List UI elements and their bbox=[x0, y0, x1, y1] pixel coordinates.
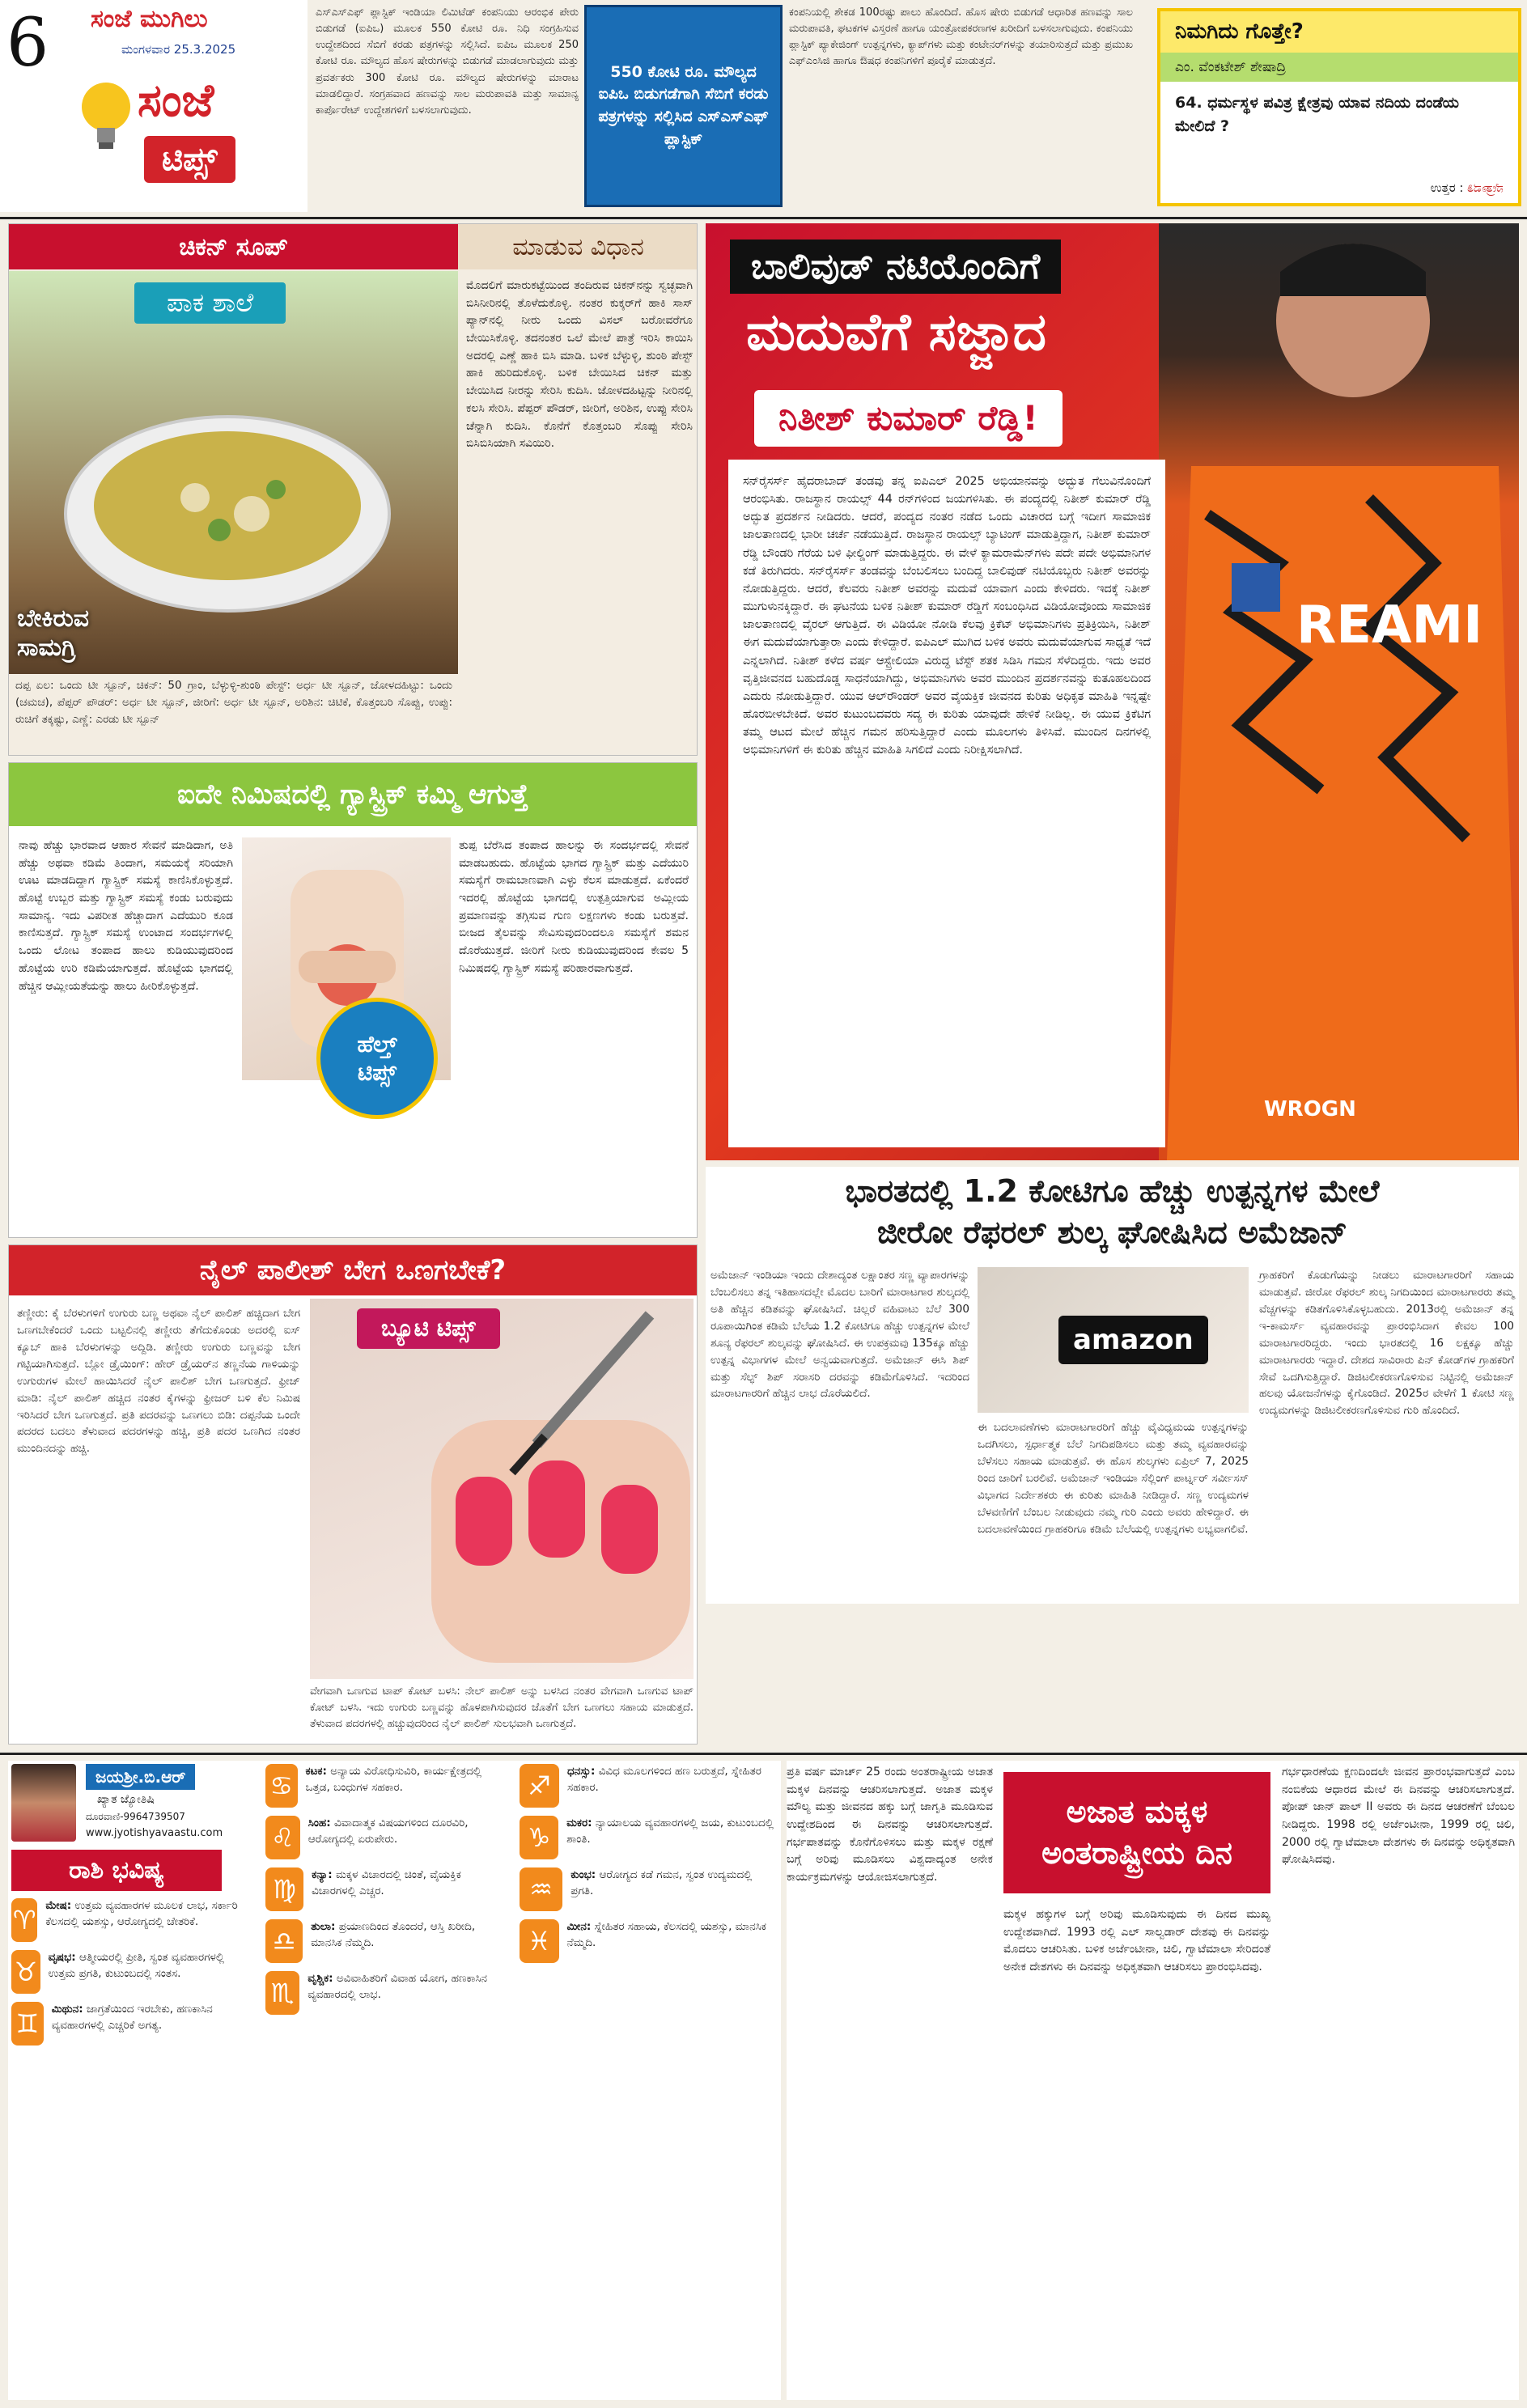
recipe-section bbox=[8, 223, 698, 756]
divider bbox=[0, 1753, 1527, 1755]
astrologer-phone: ದೂರವಾಣಿ-9964739507 bbox=[86, 1811, 185, 1822]
amazon-image bbox=[978, 1267, 1249, 1413]
astro-col-1 bbox=[11, 1898, 254, 2054]
bulb-icon bbox=[78, 76, 134, 154]
child-day-body-right: ಗರ್ಭಧಾರಣೆಯ ಕ್ಷಣದಿಂದಲೇ ಜೀವನ ಪ್ರಾರಂಭವಾಗುತ್ತದೆ ಎಂಬ ನಂಬಿಕೆಯ ಆಧಾರದ ಮೇಲೆ ಈ ದಿನವನ್ನು ಆಚರಿಸಲಾಗುತ್ತದೆ. ಪೋಪ್ ಜಾನ್ ಪಾಲ್ II ಅವರು ಈ ದಿನದ ಆಚರಣೆಗೆ ಬೆಂಬಲ ನೀಡಿದ್ದರು. 1998 ರಲ್ಲಿ ಅರ್ಜೆಂಟೀನಾ, 1999 ರಲ್ಲಿ ಚಿಲಿ, 2000 ರಲ್ಲಿ ಗ್ವಾಟೆಮಾಲಾ ದೇಶಗಳು ಈ ದಿನವನ್ನು ಅಧಿಕೃತವಾಗಿ ಘೋಷಿಸಿದವು. bbox=[1282, 1766, 1515, 1867]
sign-capricorn bbox=[520, 1816, 775, 1859]
cricket-headline-1: ಬಾಲಿವುಡ್ ನಟಿಯೊಂದಿಗೆ bbox=[730, 240, 1061, 294]
nail-headline: ನೈಲ್ ಪಾಲೀಶ್ ಬೇಗ ಒಣಗಬೇಕೆ? bbox=[9, 1245, 697, 1295]
sign-leo bbox=[265, 1816, 508, 1859]
amazon-headline-2: ಜೀರೋ ರೆಫರಲ್ ಶುಲ್ಕ ಘೋಷಿಸಿದ ಅಮೆಜಾನ್ bbox=[876, 1215, 1348, 1250]
health-badge bbox=[316, 998, 438, 1119]
astrologer-title: ಖ್ಯಾತ ಜ್ಯೋತಿಷಿ bbox=[97, 1793, 155, 1806]
top-news-headline-box bbox=[584, 5, 783, 207]
child-day-headline-1: ಅಜಾತ ಮಕ್ಕಳ bbox=[1066, 1794, 1208, 1829]
health-headline: ಐದೇ ನಿಮಿಷದಲ್ಲಿ ಗ್ಯಾಸ್ಟ್ರಿಕ್ ಕಮ್ಮಿ ಆಗುತ್ತೆ bbox=[9, 763, 697, 826]
child-day-headline-2: ಅಂತರಾಷ್ಟ್ರೀಯ ದಿನ bbox=[1041, 1835, 1232, 1871]
amazon-section bbox=[706, 1167, 1519, 1604]
quiz-question: 64. ಧರ್ಮಸ್ಥಳ ಪವಿತ್ರ ಕ್ಷೇತ್ರವು ಯಾವ ನದಿಯ ದಂಡೆಯ ಮೇಲಿದೆ ? bbox=[1175, 94, 1459, 136]
astrologer-website: www.jyotishyavaastu.com bbox=[86, 1827, 223, 1839]
amazon-logo: amazon bbox=[1058, 1316, 1208, 1364]
sign-text: ವಿವಿಧ ಮೂಲಗಳಿಂದ ಹಣ ಬರುತ್ತದೆ, ಸ್ನೇಹಿತರ ಸಹಕಾರ. bbox=[567, 1765, 761, 1794]
divider bbox=[0, 217, 1527, 219]
sign-aquarius bbox=[520, 1867, 775, 1911]
sign-name: ಮೀನ: bbox=[566, 1920, 592, 1933]
amazon-headline-1: ಭಾರತದಲ್ಲಿ 1.2 ಕೋಟಿಗೂ ಹೆಚ್ಚು ಉತ್ಪನ್ನಗಳ ಮೇಲೆ bbox=[845, 1173, 1380, 1209]
nail-image bbox=[310, 1299, 694, 1679]
scorpio-icon: ♏ bbox=[265, 1971, 299, 2015]
recipe-section-label-overlay: ಪಾಕ ಶಾಲೆ bbox=[134, 282, 286, 324]
sign-text: ನ್ಯಾಯಾಲಯ ವ್ಯವಹಾರಗಳಲ್ಲಿ ಜಯ, ಕುಟುಂಬದಲ್ಲಿ ಶಾಂತಿ. bbox=[566, 1817, 774, 1846]
sign-virgo bbox=[265, 1867, 508, 1911]
beauty-badge: ಬ್ಯೂಟಿ ಟಿಪ್ಸ್ bbox=[357, 1308, 500, 1349]
quiz-title: ನಿಮಗಿದು ಗೊತ್ತೇ? bbox=[1160, 11, 1518, 53]
aquarius-icon: ♒ bbox=[520, 1867, 562, 1911]
sign-name: ಸಿಂಹ: bbox=[308, 1817, 331, 1829]
gemini-icon: ♊ bbox=[11, 2002, 44, 2046]
cricket-name-banner: ನಿತೀಶ್ ಕುಮಾರ್ ರೆಡ್ಡಿ! bbox=[754, 390, 1063, 447]
child-day-headline-box bbox=[1003, 1772, 1270, 1893]
pisces-icon: ♓ bbox=[520, 1919, 559, 1963]
astrologer-name: ಜಯಶ್ರೀ.ಬಿ.ಆರ್ bbox=[86, 1764, 195, 1790]
astro-col-3 bbox=[520, 1764, 775, 1971]
sign-text: ಆತ್ಮೀಯರಲ್ಲಿ ಪ್ರೀತಿ, ಸ್ವಂತ ವ್ಯವಹಾರಗಳಲ್ಲಿ ಉತ್ತಮ ಪ್ರಗತಿ, ಕುಟುಂಬದಲ್ಲಿ ಸಂತಸ. bbox=[48, 1951, 225, 1980]
child-day-section bbox=[787, 1761, 1519, 2400]
ingredients-label: ಬೇಕಿರುವ ಸಾಮಗ್ರಿ bbox=[17, 604, 90, 662]
sign-aries bbox=[11, 1898, 254, 1942]
nail-section bbox=[8, 1244, 698, 1745]
sign-libra bbox=[265, 1919, 508, 1963]
child-day-body-mid: ಮಕ್ಕಳ ಹಕ್ಕುಗಳ ಬಗ್ಗೆ ಅರಿವು ಮೂಡಿಸುವುದು ಈ ದಿನದ ಮುಖ್ಯ ಉದ್ದೇಶವಾಗಿದೆ. 1993 ರಲ್ಲಿ ಎಲ್ ಸಾಲ್ವಡಾರ್ ದೇಶವು ಈ ದಿನವನ್ನು ಮೊದಲು ಆಚರಿಸಿತು. ಬಳಿಕ ಅರ್ಜೆಂಟೀನಾ, ಚಿಲಿ, ಗ್ವಾಟೆಮಾಲಾ ಸೇರಿದಂತೆ ಅನೇಕ ದೇಶಗಳು ಈ ದಿನವನ್ನು ಅಧಿಕೃತವಾಗಿ ಆಚರಿಸಲು ಪ್ರಾರಂಭಿಸಿದವು. bbox=[1003, 1908, 1270, 1974]
libra-icon: ♎ bbox=[265, 1919, 303, 1963]
capricorn-icon: ♑ bbox=[520, 1816, 558, 1859]
quiz-answer-row bbox=[1431, 180, 1504, 195]
virgo-icon: ♍ bbox=[265, 1867, 303, 1911]
jersey-logo: WROGN bbox=[1264, 1097, 1356, 1121]
aries-icon: ♈ bbox=[11, 1898, 37, 1942]
sign-text: ಆರೋಗ್ಯದ ಕಡೆ ಗಮನ, ಸ್ವಂತ ಉದ್ಯಮದಲ್ಲಿ ಪ್ರಗತಿ. bbox=[571, 1868, 753, 1897]
tips-badge: ಟಿಪ್ಸ್ bbox=[144, 136, 235, 183]
sign-taurus bbox=[11, 1950, 254, 1994]
brand-name: ಸಂಜೆ ಮುಗಿಲು bbox=[91, 5, 208, 33]
sign-name: ಕಟಕ: bbox=[305, 1765, 327, 1778]
tips-title: ಸಂಜೆ bbox=[138, 74, 214, 127]
child-day-body-left: ಪ್ರತಿ ವರ್ಷ ಮಾರ್ಚ್ 25 ರಂದು ಅಂತರಾಷ್ಟ್ರೀಯ ಅಜಾತ ಮಕ್ಕಳ ದಿನವನ್ನು ಆಚರಿಸಲಾಗುತ್ತದೆ. ಅಜಾತ ಮಕ್ಕಳ ಮೌಲ್ಯ ಮತ್ತು ಜೀವನದ ಹಕ್ಕು ಬಗ್ಗೆ ಜಾಗೃತಿ ಮೂಡಿಸುವ ಉದ್ದೇಶದಿಂದ ಈ ದಿನವನ್ನು ಆಚರಿಸಲಾಗುತ್ತದೆ. ಗರ್ಭಪಾತವನ್ನು ಕೊನೆಗೊಳಿಸಲು ಮತ್ತು ಮಕ್ಕಳ ರಕ್ಷಣೆ ಬಗ್ಗೆ ಅರಿವು ಮೂಡಿಸಲು ವಿಶ್ವದಾದ್ಯಂತ ಅನೇಕ ಕಾರ್ಯಕ್ರಮಗಳನ್ನು ಆಯೋಜಿಸಲಾಗುತ್ತದೆ. bbox=[787, 1766, 993, 1884]
health-badge-bottom: ಟಿಪ್ಸ್ bbox=[358, 1059, 397, 1086]
sign-text: ಪ್ರಯಾಣದಿಂದ ತೊಂದರೆ, ಆಸ್ತಿ ಖರೀದಿ, ಮಾನಸಿಕ ನೆಮ್ಮದಿ. bbox=[311, 1920, 476, 1949]
quiz-box bbox=[1157, 8, 1521, 206]
quiz-answer: ನೇತ್ರಾವತಿ bbox=[1467, 180, 1504, 195]
leo-icon: ♌ bbox=[265, 1816, 300, 1859]
sign-text: ಜಾಗ್ರತೆಯಿಂದ ಇರಬೇಕು, ಹಣಕಾಸಿನ ವ್ಯವಹಾರಗಳಲ್ಲಿ ಎಚ್ಚರಿಕೆ ಅಗತ್ಯ. bbox=[51, 2003, 213, 2032]
recipe-method: ಮೊದಲಿಗೆ ಮಾರುಕಟ್ಟೆಯಿಂದ ತಂದಿರುವ ಚಿಕನ್‌ನನ್ನು ಸ್ವಚ್ಛವಾಗಿ ಬಿಸಿನೀರಿನಲ್ಲಿ ತೊಳೆದುಕೊಳ್ಳಿ. ನಂತರ ಕುಕ್ಕರ್‌ಗೆ ಹಾಕಿ ಸಾಸ್ ಪ್ಯಾನ್‌ನಲ್ಲಿ ನೀರು ಒಂದು ವಿಸಲ್ ಬರೋವರೆಗೂ ಬೇಯಿಸಿಕೊಳ್ಳಿ. ತದನಂತರ ಒಲೆ ಮೇಲೆ ಪಾತ್ರೆ ಇರಿಸಿ ಕಾಯಿಸಿ ಅದರಲ್ಲಿ ಎಣ್ಣೆ ಹಾಕಿ ಬಿಸಿ ಮಾಡಿ. ಬಳಿಕ ಬೆಳ್ಳುಳ್ಳಿ, ಶುಂಠಿ ಪೇಸ್ಟ್ ಹಾಕಿ ಹುರಿದುಕೊಳ್ಳಿ. ಬಳಿಕ ಬೇಯಿಸಿದ ಚಿಕನ್ ಮತ್ತು ಬೇಯಿಸಿದ ನೀರನ್ನು ಸೇರಿಸಿ ಕುದಿಸಿ. ಜೋಳದಹಿಟ್ಟನ್ನು ನೀರಿನಲ್ಲಿ ಕಲಸಿ ಸೇರಿಸಿ. ಪೆಪ್ಪರ್ ಪೌಡರ್, ಜೀರಿಗೆ, ಅರಿಶಿನ, ಉಪ್ಪು ಸೇರಿಸಿ ಚೆನ್ನಾಗಿ ಕುದಿಸಿ. ಕೊನೆಗೆ ಕೊತ್ತಂಬರಿ ಸೊಪ್ಪು ಸೇರಿಸಿ ಬಿಸಿಬಿಸಿಯಾಗಿ ಸವಿಯಿರಿ. bbox=[466, 279, 693, 451]
sign-text: ಸ್ನೇಹಿತರ ಸಹಾಯ, ಕೆಲಸದಲ್ಲಿ ಯಶಸ್ಸು, ಮಾನಸಿಕ ನೆಮ್ಮದಿ. bbox=[566, 1920, 767, 1949]
sign-name: ವೃಷಭ: bbox=[48, 1951, 76, 1964]
amazon-body-mid: ಈ ಬದಲಾವಣೆಗಳು ಮಾರಾಟಗಾರರಿಗೆ ಹೆಚ್ಚು ವೈವಿಧ್ಯಮಯ ಉತ್ಪನ್ನಗಳನ್ನು ಒದಗಿಸಲು, ಸ್ಪರ್ಧಾತ್ಮಕ ಬೆಲೆ ನಿಗದಿಪಡಿಸಲು ಮತ್ತು ತಮ್ಮ ವ್ಯವಹಾರವನ್ನು ಬೆಳೆಸಲು ಸಹಾಯ ಮಾಡುತ್ತವೆ. ಈ ಹೊಸ ಶುಲ್ಕಗಳು ಏಪ್ರಿಲ್ 7, 2025 ರಿಂದ ಜಾರಿಗೆ ಬರಲಿವೆ. ಅಮೆಜಾನ್ ಇಂಡಿಯಾ ಸೆಲ್ಲಿಂಗ್ ಪಾರ್ಟ್ನರ್ ಸರ್ವೀಸಸ್ ವಿಭಾಗದ ನಿರ್ದೇಶಕರು ಈ ಕುರಿತು ಮಾಹಿತಿ ನೀಡಿದ್ದಾರೆ. ಸಣ್ಣ ಉದ್ಯಮಗಳ ಬೆಳವಣಿಗೆಗೆ ಬೆಂಬಲ ನೀಡುವುದು ನಮ್ಮ ಗುರಿ ಎಂದು ಅವರು ಹೇಳಿದ್ದಾರೆ. ಈ ಬದಲಾವಣೆಯಿಂದ ಗ್ರಾಹಕರಿಗೂ ಕಡಿಮೆ ಬೆಲೆಯಲ್ಲಿ ಉತ್ಪನ್ನಗಳು ಲಭ್ಯವಾಗಲಿವೆ. bbox=[978, 1421, 1249, 1536]
masthead bbox=[0, 0, 308, 212]
sign-name: ವೃಶ್ಚಿಕ: bbox=[308, 1972, 333, 1985]
health-body-left: ನಾವು ಹೆಚ್ಚು ಭಾರವಾದ ಆಹಾರ ಸೇವನೆ ಮಾಡಿದಾಗ, ಅತಿ ಹೆಚ್ಚು ಅಥವಾ ಕಡಿಮೆ ತಿಂದಾಗ, ಸಮಯಕ್ಕೆ ಸರಿಯಾಗಿ ಊಟ ಮಾಡದಿದ್ದಾಗ ಗ್ಯಾಸ್ಟ್ರಿಕ್ ಸಮಸ್ಯೆ ಕಾಣಿಸಿಕೊಳ್ಳುತ್ತದೆ. ಹೊಟ್ಟೆ ಉಬ್ಬರ ಮತ್ತು ಗ್ಯಾಸ್ಟ್ರಿಕ್ ಸಮಸ್ಯೆ ಕಂಡು ಬರುವುದು ಸಾಮಾನ್ಯ. ಇದು ವಿಪರೀತ ಹೆಚ್ಚಾದಾಗ ಎದೆಯುರಿ ಕೂಡ ಕಾಣಿಸುತ್ತದೆ. ಗ್ಯಾಸ್ಟ್ರಿಕ್ ಸಮಸ್ಯೆ ಉಂಟಾದ ಸಂದರ್ಭಗಳಲ್ಲಿ ಒಂದು ಲೋಟ ತಂಪಾದ ಹಾಲು ಕುಡಿಯುವುದರಿಂದ ಹೊಟ್ಟೆಯ ಉರಿ ಕಡಿಮೆಯಾಗುತ್ತದೆ. ಹೊಟ್ಟೆಯ ಭಾಗದಲ್ಲಿ ಹೆಚ್ಚಿನ ಆಮ್ಲೀಯತೆಯನ್ನು ಹಾಲು ಹೀರಿಕೊಳ್ಳುತ್ತದೆ. bbox=[19, 839, 233, 993]
sign-text: ವಿವಾದಾತ್ಮಕ ವಿಷಯಗಳಿಂದ ದೂರವಿರಿ, ಆರೋಗ್ಯದಲ್ಲಿ ಏರುಪೇರು. bbox=[308, 1817, 469, 1846]
sign-text: ಅವಿವಾಹಿತರಿಗೆ ವಿವಾಹ ಯೋಗ, ಹಣಕಾಸಿನ ವ್ಯವಹಾರದಲ್ಲಿ ಲಾಭ. bbox=[308, 1972, 488, 2001]
sign-pisces bbox=[520, 1919, 775, 1963]
sign-text: ಮಕ್ಕಳ ವಿಚಾರದಲ್ಲಿ ಚಿಂತೆ, ವೈಯಕ್ತಿಕ ವಿಚಾರಗಳಲ್ಲಿ ಎಚ್ಚರ. bbox=[312, 1868, 461, 1897]
sagittarius-icon: ♐ bbox=[520, 1764, 559, 1808]
sign-scorpio bbox=[265, 1971, 508, 2015]
health-body-right: ತುಪ್ಪ ಬೆರೆಸಿದ ತಂಪಾದ ಹಾಲನ್ನು ಈ ಸಂದರ್ಭದಲ್ಲಿ ಸೇವನೆ ಮಾಡಬಹುದು. ಹೊಟ್ಟೆಯ ಭಾಗದ ಗ್ಯಾಸ್ಟ್ರಿಕ್ ಮತ್ತು ಎದೆಯುರಿ ಸಮಸ್ಯೆಗೆ ರಾಮಬಾಣವಾಗಿ ಎಳ್ಳು ಕೆಲಸ ಮಾಡುತ್ತದೆ. ಏಕೆಂದರೆ ಇದರಲ್ಲಿ ಹೊಟ್ಟೆಯ ಭಾಗದಲ್ಲಿ ಉತ್ಪತ್ತಿಯಾಗುವ ಅಮ್ಲೀಯ ಪ್ರಮಾಣವನ್ನು ತಗ್ಗಿಸುವ ಗುಣ ಲಕ್ಷಣಗಳು ಕಂಡು ಬರುತ್ತವೆ. ಬೀಜದ ತೈಲವನ್ನು ಸೇವಿಸುವುದರಿಂದಲೂ ಸಮಸ್ಯೆಗೆ ಶಮನ ದೊರೆಯುತ್ತದೆ. ಜೀರಿಗೆ ನೀರು ಕುಡಿಯುವುದರಿಂದ ಕೇವಲ 5 ನಿಮಿಷದಲ್ಲಿ ಗ್ಯಾಸ್ಟ್ರಿಕ್ ಸಮಸ್ಯೆ ಪರಿಹಾರವಾಗುತ್ತದೆ. bbox=[459, 839, 689, 975]
top-news-col-right: ಕಂಪನಿಯಲ್ಲಿ ಶೇಕಡ 100ರಷ್ಟು ಪಾಲು ಹೊಂದಿದೆ. ಹೊಸ ಷೇರು ಬಿಡುಗಡೆ ಆಧಾರಿತ ಹಣವನ್ನು ಸಾಲ ಮರುಪಾವತಿ, ಘಟಕಗಳ ವಿಸ್ತರಣೆ ಹಾಗೂ ಯಂತ್ರೋಪಕರಣಗಳ ಖರೀದಿಗೆ ಬಳಸಲಾಗುವುದು. ಕಂಪನಿಯು ಪ್ಲಾಸ್ಟಿಕ್ ಪ್ಯಾಕೇಜಿಂಗ್ ಉತ್ಪನ್ನಗಳು, ಕ್ಯಾಪ್‌ಗಳು ಮತ್ತು ಕಂಟೇನರ್‌ಗಳನ್ನು ತಯಾರಿಸುತ್ತದೆ ಮತ್ತು ಪ್ರಮುಖ ಎಫ್‌ಎಂಸಿಜಿ ಹಾಗೂ ಔಷಧ ಕಂಪನಿಗಳಿಗೆ ಪೂರೈಕೆ ಮಾಡುತ್ತದೆ. bbox=[789, 6, 1133, 68]
recipe-method-label: ಮಾಡುವ ವಿಧಾನ bbox=[458, 224, 698, 269]
sign-name: ಮೇಷ: bbox=[45, 1899, 72, 1912]
health-section bbox=[8, 762, 698, 1238]
recipe-dish-title: ಚಿಕನ್ ಸೂಪ್ bbox=[9, 224, 458, 269]
jersey-text: REAMI bbox=[1296, 596, 1483, 655]
sign-name: ಧನಸ್ಸು: bbox=[567, 1765, 596, 1778]
top-news bbox=[316, 5, 1133, 207]
cricket-section bbox=[706, 223, 1519, 1160]
quiz-answer-label: ಉತ್ತರ : bbox=[1430, 180, 1464, 195]
amazon-body-left: ಅಮೆಜಾನ್ ಇಂಡಿಯಾ ಇಂದು ದೇಶಾದ್ಯಂತ ಲಕ್ಷಾಂತರ ಸಣ್ಣ ವ್ಯಾಪಾರಗಳನ್ನು ಬೆಂಬಲಿಸಲು ತನ್ನ ಇತಿಹಾಸದಲ್ಲೇ ಮೊದಲ ಬಾರಿಗೆ ಮಾರಾಟಗಾರ ಶುಲ್ಕದಲ್ಲಿ ಅತಿ ಹೆಚ್ಚಿನ ಕಡಿತವನ್ನು ಘೋಷಿಸಿದೆ. ಚಿಲ್ಲರೆ ವಹಿವಾಟು ಬೆಲೆ 300 ರೂಪಾಯಿಗಿಂತ ಕಡಿಮೆ ಬೆಲೆಯ 1.2 ಕೋಟಿಗೂ ಹೆಚ್ಚು ಉತ್ಪನ್ನಗಳ ಮೇಲೆ ಶೂನ್ಯ ರೆಫರಲ್ ಶುಲ್ಕವನ್ನು ಘೋಷಿಸಿದೆ. ಈ ಉಪಕ್ರಮವು 135ಕ್ಕೂ ಹೆಚ್ಚು ಉತ್ಪನ್ನ ವಿಭಾಗಗಳ ಮೇಲೆ ಅನ್ವಯವಾಗುತ್ತದೆ. ಅಮೆಜಾನ್ ಈಸಿ ಶಿಪ್ ಮತ್ತು ಸೆಲ್ಫ್ ಶಿಪ್ ಸರಾಸರಿ ದರವನ್ನು ಕಡಿಮೆಗೊಳಿಸಿದೆ. ಇದರಿಂದ ಮಾರಾಟಗಾರರಿಗೆ ಹೆಚ್ಚಿನ ಲಾಭ ದೊರೆಯಲಿದೆ. bbox=[710, 1269, 969, 1401]
recipe-ingredients: ದಪ್ಪ ಏಲ: ಒಂದು ಟೀ ಸ್ಪೂನ್, ಚಿಕನ್: 50 ಗ್ರಾಂ, ಬೆಳ್ಳುಳ್ಳಿ-ಶುಂಠಿ ಪೇಸ್ಟ್: ಅರ್ಧ ಟೀ ಸ್ಪೂನ್, ಜೋಳದಹಿಟ್ಟು: ಒಂದು (ಚಮಚ), ಪೆಪ್ಪರ್ ಪೌಡರ್: ಅರ್ಧ ಟೀ ಸ್ಪೂನ್, ಜೀರಿಗೆ: ಅರ್ಧ ಟೀ ಸ್ಪೂನ್, ಅರಿಶಿನ: ಚಿಟಿಕೆ, ಕೊತ್ತಂಬರಿ ಸೊಪ್ಪು, ಉಪ್ಪು: ರುಚಿಗೆ ತಕ್ಕಷ್ಟು, ಎಣ್ಣೆ: ಎರಡು ಟೀ ಸ್ಪೂನ್ bbox=[15, 679, 452, 726]
astro-section-title: ರಾಶಿ ಭವಿಷ್ಯ bbox=[11, 1850, 222, 1891]
cricket-headline-2: ಮದುವೆಗೆ ಸಜ್ಜಾದ bbox=[746, 303, 1046, 362]
astro-section bbox=[8, 1761, 781, 2400]
sign-name: ತುಲಾ: bbox=[311, 1920, 336, 1933]
quiz-author: ಎಂ. ವೆಂಕಟೇಶ್ ಶೇಷಾದ್ರಿ bbox=[1160, 53, 1518, 82]
sign-text: ಅನ್ಯಾಯ ವಿರೋಧಿಸುವಿರಿ, ಕಾರ್ಯಕ್ಷೇತ್ರದಲ್ಲಿ ಒತ್ತಡ, ಬಂಧುಗಳ ಸಹಕಾರ. bbox=[305, 1765, 482, 1794]
nail-body: ತಣ್ಣೀರು: ಕೈ ಬೆರಳುಗಳಿಗೆ ಉಗುರು ಬಣ್ಣ ಅಥವಾ ನೈಲ್ ಪಾಲಿಶ್ ಹಚ್ಚಿದಾಗ ಬೇಗ ಒಣಗಬೇಕೆಂದರೆ ಒಂದು ಬಟ್ಟಲಿನಲ್ಲಿ ತಣ್ಣೀರು ತೆಗೆದುಕೊಂಡು ಅದರಲ್ಲಿ ಐಸ್ ಕ್ಯೂಬ್ ಹಾಕಿ ಬೆರಳುಗಳನ್ನು ಅದ್ದಿಡಿ. ತಣ್ಣೀರು ಉಗುರು ಬಣ್ಣವನ್ನು ಬೇಗ ಗಟ್ಟಿಯಾಗಿಸುತ್ತದೆ. ಬ್ಲೋ ಡ್ರೈಯಿಂಗ್: ಹೇರ್ ಡ್ರೈಯರ್‌ನ ತಣ್ಣನೆಯ ಗಾಳಿಯನ್ನು ಉಗುರುಗಳ ಮೇಲೆ ಹಾಯಿಸಿದರೆ ನೈಲ್ ಪಾಲಿಶ್ ಬೇಗ ಒಣಗುತ್ತದೆ. ಫ್ರೀಜ್ ಮಾಡಿ: ನೈಲ್ ಪಾಲಿಶ್ ಹಚ್ಚಿದ ನಂತರ ಕೈಗಳನ್ನು ಫ್ರೀಜರ್ ಬಳಿ ಕೆಲ ನಿಮಿಷ ಇರಿಸಿದರೆ ಬೇಗ ಒಣಗುತ್ತದೆ. ಪ್ರತಿ ಪದರವನ್ನು ಒಣಗಲು ಬಿಡಿ: ದಪ್ಪನೆಯ ಒಂದೇ ಪದರದ ಬದಲು ತೆಳುವಾದ ಪದರಗಳನ್ನು ಹಚ್ಚಿ, ಪ್ರತಿ ಪದರ ಒಣಗಿದ ನಂತರ ಮುಂದಿನದನ್ನು ಹಚ್ಚಿ. bbox=[17, 1307, 300, 1456]
health-badge-top: ಹೆಲ್ತ್ bbox=[357, 1031, 397, 1058]
issue-date: ಮಂಗಳವಾರ 25.3.2025 bbox=[121, 42, 236, 57]
astrologer-avatar bbox=[11, 1764, 76, 1842]
sign-text: ಉತ್ತಮ ವ್ಯವಹಾರಗಳ ಮೂಲಕ ಲಾಭ, ಸರ್ಕಾರಿ ಕೆಲಸದಲ್ಲಿ ಯಶಸ್ಸು, ಆರೋಗ್ಯದಲ್ಲಿ ಚೇತರಿಕೆ. bbox=[45, 1899, 238, 1928]
sign-name: ಕುಂಭ: bbox=[571, 1868, 596, 1881]
sign-gemini bbox=[11, 2002, 254, 2046]
cancer-icon: ♋ bbox=[265, 1764, 298, 1808]
sign-sagittarius bbox=[520, 1764, 775, 1808]
sign-name: ಮಕರ: bbox=[566, 1817, 592, 1829]
nail-caption: ವೇಗವಾಗಿ ಒಣಗುವ ಟಾಪ್ ಕೋಟ್ ಬಳಸಿ: ನೇಲ್ ಪಾಲಿಶ್ ಅನ್ನು ಬಳಸಿದ ನಂತರ ವೇಗವಾಗಿ ಒಣಗುವ ಟಾಪ್ ಕೋಟ್ ಬಳಸಿ. ಇದು ಉಗುರು ಬಣ್ಣವನ್ನು ಹೊಳಪಾಗಿಸುವುದರ ಜೊತೆಗೆ ಬೇಗ ಒಣಗಲು ಸಹಾಯ ಮಾಡುತ್ತದೆ. ತೆಳುವಾದ ಪದರಗಳಲ್ಲಿ ಹಚ್ಚುವುದರಿಂದ ನೈಲ್ ಪಾಲಿಶ್ ಸುಲಭವಾಗಿ ಒಣಗುತ್ತದೆ. bbox=[310, 1685, 694, 1731]
player-photo bbox=[1159, 223, 1519, 1160]
astro-col-2 bbox=[265, 1764, 508, 2023]
sign-cancer bbox=[265, 1764, 508, 1808]
top-news-headline: 550 ಕೋಟಿ ರೂ. ಮೌಲ್ಯದ ಐಪಿಒ ಬಿಡುಗಡೆಗಾಗಿ ಸೆಬಿಗೆ ಕರಡು ಪತ್ರಗಳನ್ನು ಸಲ್ಲಿಸಿದ ಎಸ್‌ಎಸ್‌ಎಫ್ ಪ್ಲಾಸ್ಟಿಕ್ bbox=[598, 62, 769, 148]
amazon-body-right: ಗ್ರಾಹಕರಿಗೆ ಕೊಡುಗೆಯನ್ನು ನೀಡಲು ಮಾರಾಟಗಾರರಿಗೆ ಸಹಾಯ ಮಾಡುತ್ತವೆ. ಜೀರೋ ರೆಫರಲ್ ಶುಲ್ಕ ನಿಗದಿಯಿಂದ ಮಾರಾಟಗಾರರು ತಮ್ಮ ವೆಚ್ಚಗಳನ್ನು ಕಡಿತಗೊಳಿಸಿಕೊಳ್ಳಬಹುದು. 2013ರಲ್ಲಿ ಅಮೆಜಾನ್ ತನ್ನ ಇ-ಕಾಮರ್ಸ್ ವ್ಯವಹಾರವನ್ನು ಪ್ರಾರಂಭಿಸಿದಾಗ ಕೇವಲ 100 ಮಾರಾಟಗಾರರಿದ್ದರು. ಇಂದು ಭಾರತದಲ್ಲಿ 16 ಲಕ್ಷಕ್ಕೂ ಹೆಚ್ಚು ಮಾರಾಟಗಾರರು ಇದ್ದಾರೆ. ದೇಶದ ಸಾವಿರಾರು ಪಿನ್ ಕೋಡ್‌ಗಳ ಗ್ರಾಹಕರಿಗೆ ಸೇವೆ ಒದಗಿಸುತ್ತಿದ್ದಾರೆ. ಡಿಜಿಟಲೀಕರಣಗೊಳಿಸುವ ನಿಟ್ಟಿನಲ್ಲಿ ಅಮೆಜಾನ್ ಹಲವು ಯೋಜನೆಗಳನ್ನು ಕೈಗೊಂಡಿದೆ. 2025ರ ವೇಳೆಗೆ 1 ಕೋಟಿ ಸಣ್ಣ ಉದ್ಯಮಗಳನ್ನು ಡಿಜಿಟಲೀಕರಣಗೊಳಿಸುವ ಗುರಿ ಹೊಂದಿದೆ. bbox=[1259, 1269, 1514, 1418]
sign-name: ಕನ್ಯಾ: bbox=[312, 1868, 333, 1881]
taurus-icon: ♉ bbox=[11, 1950, 40, 1994]
sign-name: ಮಿಥುನ: bbox=[51, 2003, 83, 2016]
cricket-body: ಸನ್‌ರೈಸರ್ಸ್ ಹೈದರಾಬಾದ್ ತಂಡವು ತನ್ನ ಐಪಿಎಲ್ 2025 ಅಭಿಯಾನವನ್ನು ಅದ್ಭುತ ಗೆಲುವಿನೊಂದಿಗೆ ಆರಂಭಿಸಿತು. ರಾಜಸ್ಥಾನ ರಾಯಲ್ಸ್ 44 ರನ್‌ಗಳಿಂದ ಜಯಗಳಿಸಿತು. ಈ ಪಂದ್ಯದಲ್ಲಿ ನಿತೀಶ್ ಕುಮಾರ್ ರೆಡ್ಡಿ ಅದ್ಭುತ ಪ್ರದರ್ಶನ ನೀಡಿದರು. ಆದರೆ, ಪಂದ್ಯದ ನಂತರ ನಡೆದ ಒಂದು ವಿಚಾರದ ಬಗ್ಗೆ ಇದೀಗ ಸಾಮಾಜಿಕ ಜಾಲತಾಣದಲ್ಲಿ ಭಾರೀ ಚರ್ಚೆ ನಡೆಯುತ್ತಿದೆ. ರಾಜಸ್ಥಾನ ರಾಯಲ್ಸ್ ಬ್ಯಾಟಿಂಗ್ ಮಾಡುತ್ತಿದ್ದಾಗ, ನಿತೀಶ್ ಕುಮಾರ್ ರೆಡ್ಡಿ ಬೌಂಡರಿ ಗೆರೆಯ ಬಳಿ ಫೀಲ್ಡಿಂಗ್ ಮಾಡುತ್ತಿದ್ದರು. ಈ ವೇಳೆ ಕ್ಯಾಮರಾಮೆನ್‌ಗಳು ಪದೇ ಪದೇ ಅಭಿಮಾನಿಗಳ ಕಡೆ ತಿರುಗಿದರು. ಸನ್‌ರೈಸರ್ಸ್ ತಂಡವನ್ನು ಬೆಂಬಲಿಸಲು ಬಂದಿದ್ದ ಬಾಲಿವುಡ್ ನಟಿಯೊಬ್ಬರು ನಿತೀಶ್ ಅವರನ್ನು ನೋಡುತ್ತಿದ್ದರು. ಆದರೆ, ಕೆಲವರು ನಿತೀಶ್ ಅವರನ್ನು ಮದುವೆ ಯಾವಾಗ ಎಂದು ಕೇಳಿದರು. ಇದಕ್ಕೆ ನಿತೀಶ್ ಮುಗುಳುನಕ್ಕಿದ್ದಾರೆ. ಈ ಘಟನೆಯ ಬಳಿಕ ನಿತೀಶ್ ಕುಮಾರ್ ರೆಡ್ಡಿಗೆ ಸಂಬಂಧಿಸಿದ ವಿಡಿಯೋವೊಂದು ಸಾಮಾಜಿಕ ಜಾಲತಾಣದಲ್ಲಿ ವೈರಲ್ ಆಗುತ್ತಿದೆ. ಈ ವಿಡಿಯೋ ನೋಡಿ ಕೆಲವು ಕ್ರಿಕೆಟ್ ಅಭಿಮಾನಿಗಳು ಪ್ರತಿಕ್ರಿಯಿಸಿ, ನಿತೀಶ್ ಈಗ ಮದುವೆಯಾಗುತ್ತಾರಾ ಎಂದು ಕೇಳಿದ್ದಾರೆ. ಐಪಿಎಲ್ ಮುಗಿದ ಬಳಿಕ ಅವರು ಮದುವೆಯಾಗುವ ಸಾಧ್ಯತೆ ಇದೆ ಎನ್ನಲಾಗಿದೆ. ನಿತೀಶ್ ಕಳೆದ ವರ್ಷ ಆಸ್ಟ್ರೇಲಿಯಾ ವಿರುದ್ಧ ಟೆಸ್ಟ್ ಶತಕ ಸಿಡಿಸಿ ಗಮನ ಸೆಳೆದಿದ್ದರು. ಇದು ಅವರ ವೃತ್ತಿಜೀವನದ ಬಹುದೊಡ್ಡ ಸಾಧನೆಯಾಗಿದ್ದು, ಅಭಿಮಾನಿಗಳು ಅವರ ಮುಂದಿನ ಪ್ರದರ್ಶನವನ್ನು ಕುತೂಹಲದಿಂದ ಎದುರು ನೋಡುತ್ತಿದ್ದಾರೆ. ಯುವ ಆಲ್‌ರೌಂಡರ್ ಅವರ ವೈಯಕ್ತಿಕ ಜೀವನದ ಕುರಿತು ಅಧಿಕೃತ ಮಾಹಿತಿ ಇನ್ನಷ್ಟೇ ಹೊರಬೀಳಬೇಕಿದೆ. ಅವರ ಕುಟುಂಬದವರು ಸದ್ಯ ಈ ಕುರಿತು ಯಾವುದೇ ಹೇಳಿಕೆ ನೀಡಿಲ್ಲ. ಈ ಯುವ ಕ್ರಿಕೆಟಿಗ ತಮ್ಮ ಆಟದ ಮೇಲೆ ಹೆಚ್ಚಿನ ಗಮನ ಹರಿಸುತ್ತಿದ್ದಾರೆ ಎಂದು ಮೂಲಗಳು ತಿಳಿಸಿವೆ. ಮುಂದಿನ ದಿನಗಳಲ್ಲಿ ಅಭಿಮಾನಿಗಳಿಗೆ ಈ ಕುರಿತು ಹೆಚ್ಚಿನ ಮಾಹಿತಿ ಸಿಗಲಿದೆ ಎಂದು ನಿರೀಕ್ಷಿಸಲಾಗಿದೆ. bbox=[728, 460, 1165, 1147]
top-news-col-left: ಎಸ್‌ಎಸ್‌ಎಫ್ ಪ್ಲಾಸ್ಟಿಕ್ ಇಂಡಿಯಾ ಲಿಮಿಟೆಡ್ ಕಂಪನಿಯು ಆರಂಭಿಕ ಪೇರು ಬಿಡುಗಡೆ (ಐಪಿಒ) ಮೂಲಕ 550 ಕೋಟಿ ರೂ. ನಿಧಿ ಸಂಗ್ರಹಿಸುವ ಉದ್ದೇಶದಿಂದ ಸೆಬಿಗೆ ಕರಡು ಪತ್ರಗಳನ್ನು ಸಲ್ಲಿಸಿದೆ. ಐಪಿಒ ಮೂಲಕ 250 ಕೋಟಿ ರೂ. ಮೌಲ್ಯದ ಹೊಸ ಷೇರುಗಳನ್ನು ಬಿಡುಗಡೆ ಮಾಡಲಾಗುವುದು ಮತ್ತು ಪ್ರವರ್ತಕರು 300 ಕೋಟಿ ರೂ. ಮೌಲ್ಯದ ಷೇರುಗಳನ್ನು ಮಾರಾಟ ಮಾಡಲಿದ್ದಾರೆ. ಸಂಗ್ರಹವಾದ ಹಣವನ್ನು ಸಾಲ ಮರುಪಾವತಿ ಮತ್ತು ಸಾಮಾನ್ಯ ಕಾರ್ಪೊರೇಟ್ ಉದ್ದೇಶಗಳಿಗೆ ಬಳಸಲಾಗುವುದು. bbox=[316, 6, 579, 117]
page-number: 6 bbox=[6, 5, 49, 82]
